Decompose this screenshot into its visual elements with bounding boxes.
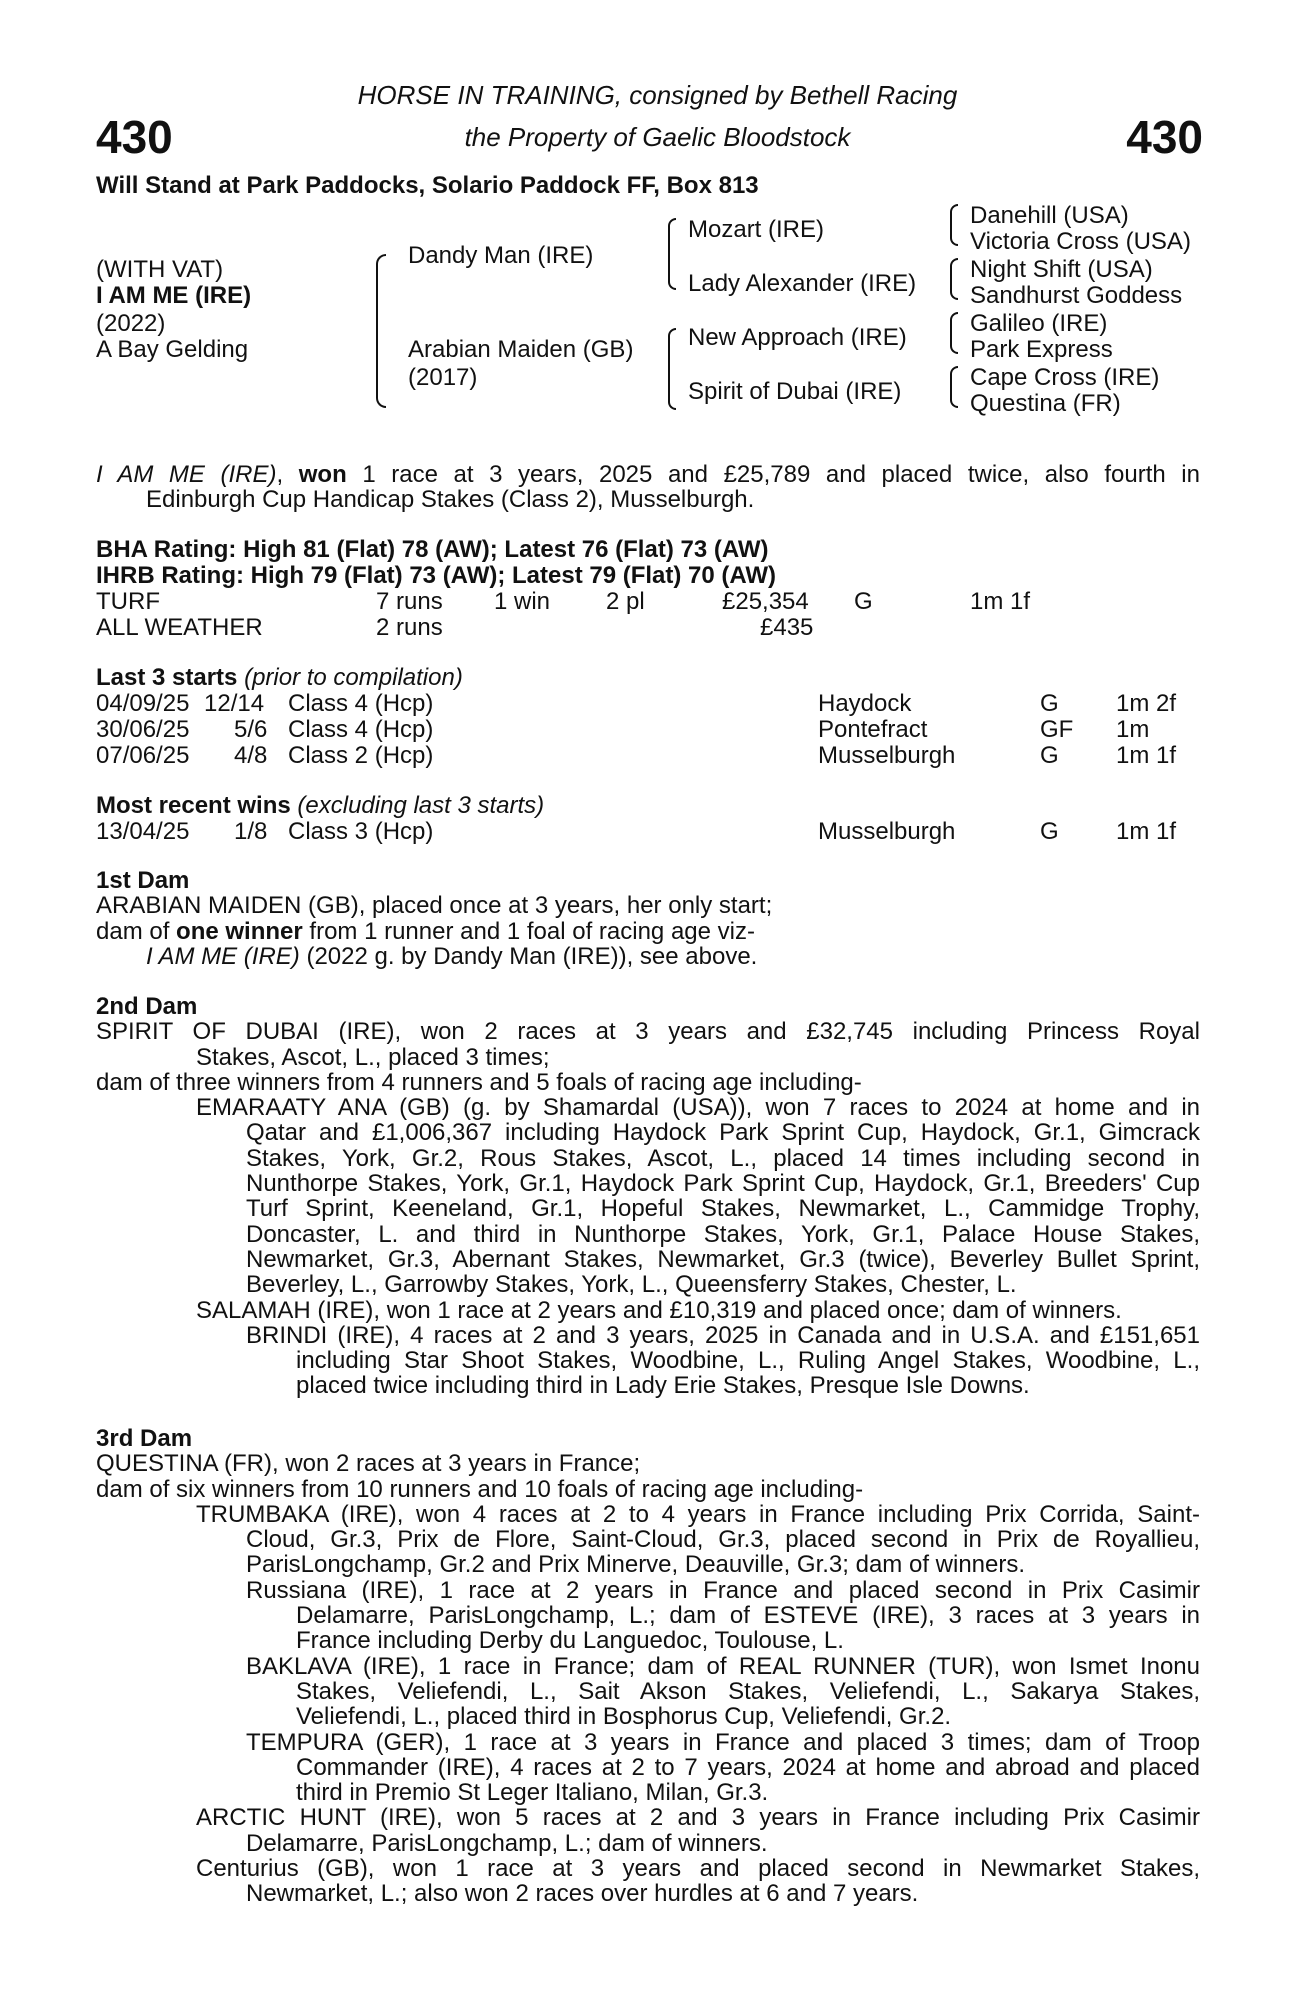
third-dam-line: BAKLAVA (IRE), 1 race in France; dam of REAL RUNNER (TUR), won Ismet Inonu	[246, 1653, 1200, 1679]
record-placed: 2 pl	[606, 588, 645, 615]
horse-name: I AM ME (IRE)	[96, 282, 252, 309]
start-course: Pontefract	[818, 716, 928, 743]
second-dam-line: dam of three winners from 4 runners and 5 foals of racing age including-	[96, 1069, 862, 1096]
third-dam-line: Russiana (IRE), 1 race at 2 years in France and placed second in Prix Casimir	[246, 1577, 1200, 1604]
start-course: Haydock	[818, 690, 912, 717]
win-position: 1/8	[234, 818, 268, 845]
third-dam-line: third in Premio St Leger Italiano, Milan, Gr.3.	[296, 1780, 769, 1806]
first-dam-section	[96, 868, 1200, 969]
summary-won: won	[298, 462, 347, 488]
start-going: G	[1040, 742, 1059, 769]
sire-dam: Lady Alexander (IRE)	[688, 270, 917, 297]
third-dam-section	[96, 1426, 1200, 1907]
second-dam-line: Turf Sprint, Keeneland, Gr.1, Hopeful Stakes, Newmarket, L., Cammidge Trophy,	[246, 1196, 1200, 1222]
second-dam-line: including Star Shoot Stakes, Woodbine, L., Ruling Angel Stakes, Woodbine, L.,	[296, 1348, 1200, 1374]
third-dam-line: Newmarket, L.; also won 2 races over hurdles at 6 and 7 years.	[246, 1881, 919, 1907]
ancestor-7: Cape Cross (IRE)	[970, 364, 1160, 391]
record-runs: 2 runs	[376, 614, 443, 641]
recent-wins-heading	[96, 792, 544, 820]
start-distance: 1m 2f	[1116, 690, 1177, 717]
win-distance: 1m 1f	[1116, 818, 1177, 845]
start-date: 07/06/25	[96, 742, 190, 769]
third-dam-line: ARCTIC HUNT (IRE), won 5 races at 2 and 3 years in France including Prix Casimir	[196, 1805, 1200, 1831]
text-run: dam of	[96, 918, 177, 944]
ancestor-1: Danehill (USA)	[970, 202, 1129, 229]
race-summary: I AM ME (IRE), won 1 race at 3 years, 2025 and £25,789 and placed twice, also fourth in Edinburgh Cup Handicap Stakes (Class 2), Musselburgh.	[96, 462, 1200, 513]
second-dam-line: Doncaster, L. and third in Nunthorpe Stakes, York, Gr.1, Palace House Stakes,	[246, 1221, 1200, 1247]
third-dam-line: dam of six winners from 10 runners and 10 foals of racing age including-	[96, 1476, 864, 1502]
location-line: Will Stand at Park Paddocks, Solario Paddock FF, Box 813	[96, 172, 759, 199]
third-dam-line: Commander (IRE), 4 races at 2 to 7 years, 2024 at home and abroad and placed	[296, 1754, 1200, 1781]
third-dam-line: ParisLongchamp, Gr.2 and Prix Minerve, Deauville, Gr.3; dam of winners.	[246, 1552, 1026, 1578]
third-dam-line: Delamarre, ParisLongchamp, L.; dam of ESTEVE (IRE), 3 races at 3 years in	[296, 1603, 1200, 1629]
record-surface: ALL WEATHER	[96, 614, 263, 641]
ancestor-4: Sandhurst Goddess	[970, 282, 1183, 309]
horse-description: A Bay Gelding	[96, 336, 249, 363]
pedigree-brace-dam	[668, 328, 676, 410]
third-dam-line: Delamarre, ParisLongchamp, L.; dam of winners.	[246, 1830, 768, 1857]
second-dam-line: SALAMAH (IRE), won 1 race at 2 years and £10,319 and placed once; dam of winners.	[196, 1297, 1122, 1323]
record-going: G	[854, 588, 873, 615]
second-dam-line: placed twice including third in Lady Erie Stakes, Presque Isle Downs.	[296, 1373, 1030, 1399]
pedigree-brace-g4	[950, 366, 958, 408]
record-prize: £25,354	[722, 588, 809, 615]
win-course: Musselburgh	[818, 818, 956, 845]
win-going: G	[1040, 818, 1059, 845]
sire: Dandy Man (IRE)	[408, 242, 594, 269]
record-prize: £435	[760, 614, 814, 641]
ihrb-rating: IHRB Rating: High 79 (Flat) 73 (AW); Latest 79 (Flat) 70 (AW)	[96, 562, 777, 589]
horse-year: (2022)	[96, 310, 166, 337]
second-dam-line: Qatar and £1,006,367 including Haydock Park Sprint Cup, Haydock, Gr.1, Gimcrack	[246, 1120, 1200, 1146]
third-dam-line: Stakes, Veliefendi, L., Sait Akson Stakes, Veliefendi, L., Sakarya Stakes,	[296, 1678, 1200, 1705]
vat-label: (WITH VAT)	[96, 256, 224, 283]
ancestor-5: Galileo (IRE)	[970, 310, 1108, 337]
dam-year: (2017)	[408, 364, 478, 391]
second-dam-line: BRINDI (IRE), 4 races at 2 and 3 years, 2025 in Canada and in U.S.A. and £151,651	[246, 1322, 1200, 1349]
ancestor-6: Park Express	[970, 336, 1113, 363]
start-position: 5/6	[234, 716, 268, 743]
start-going: G	[1040, 690, 1059, 717]
ancestor-3: Night Shift (USA)	[970, 256, 1153, 283]
recent-wins-title: Most recent wins	[96, 792, 291, 819]
ancestor-8: Questina (FR)	[970, 390, 1121, 417]
record-wins: 1 win	[494, 588, 551, 615]
second-dam-line: Newmarket, Gr.3, Abernant Stakes, Newmarket, Gr.3 (twice), Beverley Bullet Sprint,	[246, 1246, 1200, 1273]
second-dam-section	[96, 994, 1200, 1399]
third-dam-line: Centurius (GB), won 1 race at 3 years and placed second in Newmarket Stakes,	[196, 1856, 1200, 1882]
lot-number-right: 430	[1126, 111, 1203, 163]
record-runs: 7 runs	[376, 588, 443, 615]
start-date: 04/09/25	[96, 690, 190, 717]
bha-rating: BHA Rating: High 81 (Flat) 78 (AW); Latest 76 (Flat) 73 (AW)	[96, 536, 769, 563]
second-dam-line: Beverley, L., Garrowby Stakes, York, L., Queensferry Stakes, Chester, L.	[246, 1272, 1017, 1298]
horse-name-ref: I AM ME (IRE)	[146, 943, 300, 970]
start-class: Class 2 (Hcp)	[288, 742, 434, 769]
text-run: (2022 g. by Dandy Man (IRE)), see above.	[299, 943, 758, 970]
start-going: GF	[1040, 716, 1074, 743]
third-dam-line: France including Derby du Languedoc, Toulouse, L.	[296, 1628, 844, 1654]
second-dam-line: EMARAATY ANA (GB) (g. by Shamardal (USA)), won 7 races to 2024 at home and in	[196, 1095, 1200, 1121]
pedigree-brace-1	[376, 254, 386, 408]
text-run: from 1 runner and 1 foal of racing age viz-	[302, 918, 755, 944]
last-starts-heading	[96, 664, 463, 692]
start-date: 30/06/25	[96, 716, 190, 743]
lot-number-left: 430	[96, 111, 173, 163]
pedigree-brace-sire	[668, 218, 676, 290]
start-position: 4/8	[234, 742, 268, 769]
dam-dam: Spirit of Dubai (IRE)	[688, 378, 902, 405]
first-dam-line: ARABIAN MAIDEN (GB), placed once at 3 years, her only start;	[96, 893, 773, 919]
second-dam-title: 2nd Dam	[96, 994, 198, 1020]
third-dam-line: QUESTINA (FR), won 2 races at 3 years in France;	[96, 1451, 641, 1477]
dam: Arabian Maiden (GB)	[408, 336, 634, 363]
third-dam-line: Cloud, Gr.3, Prix de Flore, Saint-Cloud, Gr.3, placed second in Prix de Royallieu,	[246, 1527, 1200, 1553]
start-position: 12/14	[204, 690, 265, 717]
property-line: the Property of Gaelic Bloodstock	[464, 122, 851, 152]
record-distance: 1m 1f	[970, 588, 1031, 615]
win-class: Class 3 (Hcp)	[288, 818, 434, 845]
consignment-line: HORSE IN TRAINING, consigned by Bethell Racing	[357, 80, 958, 110]
first-dam-line	[96, 944, 1200, 969]
first-dam-title: 1st Dam	[96, 868, 190, 894]
pedigree-brace-g3	[950, 312, 958, 354]
summary-text-2: Edinburgh Cup Handicap Stakes (Class 2), Musselburgh.	[146, 487, 755, 513]
dam-sire: New Approach (IRE)	[688, 324, 907, 351]
pedigree-brace-g2	[950, 258, 958, 300]
start-class: Class 4 (Hcp)	[288, 716, 434, 743]
last-starts-note: (prior to compilation)	[244, 664, 463, 691]
ancestor-2: Victoria Cross (USA)	[970, 228, 1191, 255]
last-starts-title: Last 3 starts	[96, 664, 238, 691]
winner-count: one winner	[176, 918, 303, 944]
third-dam-line: TRUMBAKA (IRE), won 4 races at 2 to 4 years in France including Prix Corrida, Saint-	[196, 1501, 1200, 1528]
summary-horse-name: I AM ME (IRE)	[96, 462, 277, 488]
third-dam-line: Veliefendi, L., placed third in Bosphorus Cup, Veliefendi, Gr.2.	[296, 1704, 952, 1730]
start-distance: 1m	[1116, 716, 1150, 743]
pedigree-brace-g1	[950, 204, 958, 246]
start-class: Class 4 (Hcp)	[288, 690, 434, 717]
third-dam-title: 3rd Dam	[96, 1426, 193, 1452]
second-dam-line: SPIRIT OF DUBAI (IRE), won 2 races at 3 years and £32,745 including Princess Royal	[96, 1019, 1200, 1045]
first-dam-line	[96, 919, 1200, 944]
second-dam-line: Stakes, York, Gr.2, Rous Stakes, Ascot, L., placed 14 times including second in	[246, 1145, 1200, 1172]
start-course: Musselburgh	[818, 742, 956, 769]
record-surface: TURF	[96, 588, 160, 615]
summary-text-1: 1 race at 3 years, 2025 and £25,789 and placed twice, also fourth in	[362, 462, 1200, 488]
recent-wins-note: (excluding last 3 starts)	[297, 792, 545, 819]
start-distance: 1m 1f	[1116, 742, 1177, 769]
second-dam-line: Nunthorpe Stakes, York, Gr.1, Haydock Park Sprint Cup, Haydock, Gr.1, Breeders' Cup	[246, 1171, 1200, 1197]
sire-sire: Mozart (IRE)	[688, 216, 825, 243]
win-date: 13/04/25	[96, 818, 190, 845]
third-dam-line: TEMPURA (GER), 1 race at 3 years in France and placed 3 times; dam of Troop	[246, 1729, 1200, 1755]
second-dam-line: Stakes, Ascot, L., placed 3 times;	[196, 1044, 550, 1070]
